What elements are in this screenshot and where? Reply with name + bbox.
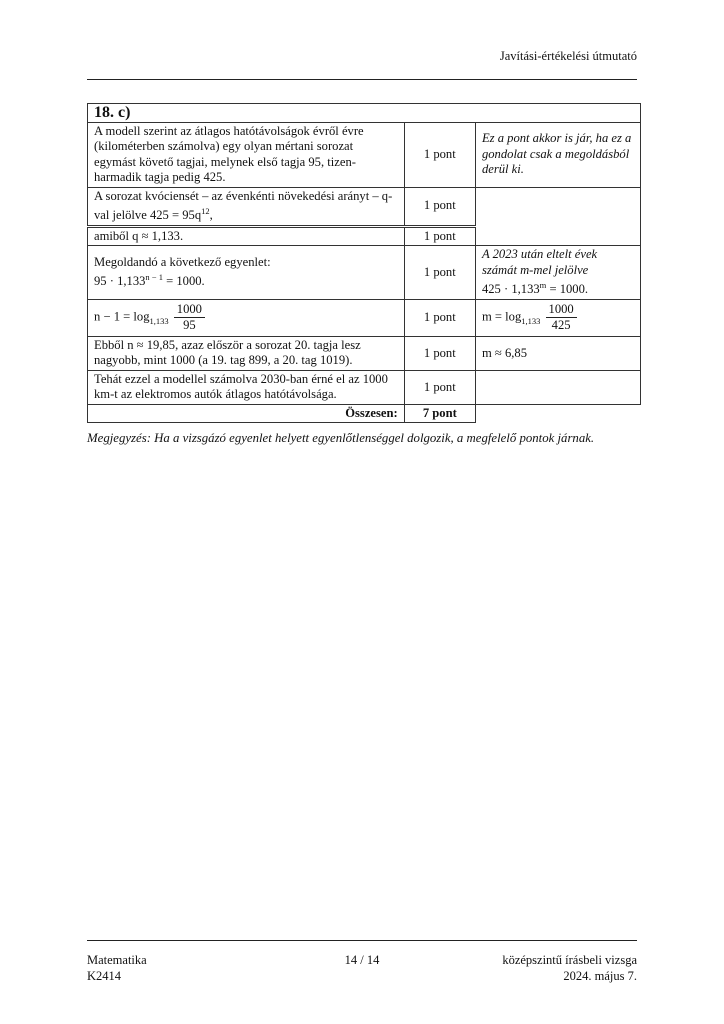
task-title-row: [88, 104, 641, 123]
log-lhs: n − 1 = log: [94, 309, 150, 324]
fraction: [174, 302, 205, 333]
points-cell: 1 pont: [404, 246, 475, 300]
equation-base: 425 · 1,133: [481, 282, 540, 297]
exponent: m: [539, 280, 547, 291]
equation-rest: = 1000.: [546, 282, 589, 297]
log-base: 1,133: [521, 316, 541, 327]
step-cell: [88, 299, 405, 336]
step-cell: A sorozat kvóciensét – az évenkénti növekedési arányt – q-val jelölve $425 = 95q^{12}$,: [88, 187, 405, 226]
points-cell: 1 pont: [404, 226, 475, 246]
note-cell: [475, 246, 640, 300]
remark: Megjegyzés: Ha a vizsgázó egyenlet helyett egyenlőtlenséggel dolgozik, a megfelelő pontok járnak.: [87, 431, 595, 445]
blank-cell: [475, 404, 640, 423]
footer-exam: középszintű írásbeli vizsga: [502, 953, 637, 967]
note-equation: [482, 278, 634, 298]
task-title: 18. c): [88, 104, 641, 123]
table-row: [88, 187, 641, 226]
points-cell: 1 pont: [404, 187, 475, 226]
step-cell: [88, 246, 405, 300]
step-text: A sorozat kvóciensét – az évenkénti növekedési arányt – q-val jelölve 425 = 95q: [94, 188, 393, 223]
equation-rest: = 1000.: [162, 274, 205, 289]
footer-code: K2414: [87, 969, 122, 983]
points-cell: 1 pont: [404, 122, 475, 187]
log-lhs: m = log: [481, 309, 522, 324]
fraction: [546, 302, 577, 333]
points-cell: 1 pont: [404, 370, 475, 404]
fraction-denominator: 425: [551, 318, 571, 333]
footer-page-number: 14 / 14: [344, 953, 380, 967]
step-text: Megoldandó a következő egyenlet:: [94, 254, 271, 269]
exponent: n − 1: [145, 272, 163, 283]
header-divider: [87, 79, 637, 80]
fraction-denominator: 95: [183, 318, 196, 333]
note-cell: Ez a pont akkor is jár, ha ez a gondolat csak a megoldásból derül ki.: [475, 122, 640, 187]
fraction-numerator: 1000: [546, 302, 577, 318]
equation-base: 95 · 1,133: [94, 274, 146, 289]
note-cell: [475, 299, 640, 336]
note-text: A 2023 után eltelt évek számát m-mel jelölve: [481, 247, 598, 277]
step-cell: Tehát ezzel a modellel számolva 2030-ban érné el az 1000 km-t az elektromos autók átlagos hatótávolsága.: [88, 370, 405, 404]
equation: [94, 270, 398, 290]
exponent: 12: [201, 206, 210, 216]
total-points: 7 pont: [404, 404, 475, 423]
step-cell: A modell szerint az átlagos hatótávolságok évről évre (kilométerben számolva) egy olyan mértani sorozat egymást követő tagjai, melynek első tagja 95, tizenharmadik tagja pedig 425.: [88, 122, 405, 187]
points-cell: 1 pont: [404, 299, 475, 336]
note-cell: m ≈ 6,85: [475, 336, 640, 370]
table-row: [88, 336, 641, 370]
table-row: [88, 299, 641, 336]
log-base: 1,133: [149, 316, 169, 327]
footer-date: 2024. május 7.: [563, 969, 637, 983]
footer-subject: Matematika: [87, 953, 147, 967]
step-cell: Ebből n ≈ 19,85, azaz először a sorozat 20. tagja lesz nagyobb, mint 1000 (a 19. tag 899, a 20. tag 1019).: [88, 336, 405, 370]
step-cell: amiből q ≈ 1,133.: [88, 226, 405, 246]
footer-right: [502, 952, 637, 984]
scoring-table: [87, 103, 641, 423]
page-header-title: Javítási-értékelési útmutató: [499, 49, 637, 63]
note-cell: [475, 370, 640, 404]
fraction-numerator: 1000: [174, 302, 205, 318]
points-cell: 1 pont: [404, 336, 475, 370]
note-cell: [475, 187, 640, 246]
table-row: [88, 246, 641, 300]
footer-divider: [87, 940, 637, 941]
total-label: Összesen:: [88, 404, 405, 423]
total-row: [88, 404, 641, 423]
table-row: [88, 370, 641, 404]
table-row: [88, 122, 641, 187]
